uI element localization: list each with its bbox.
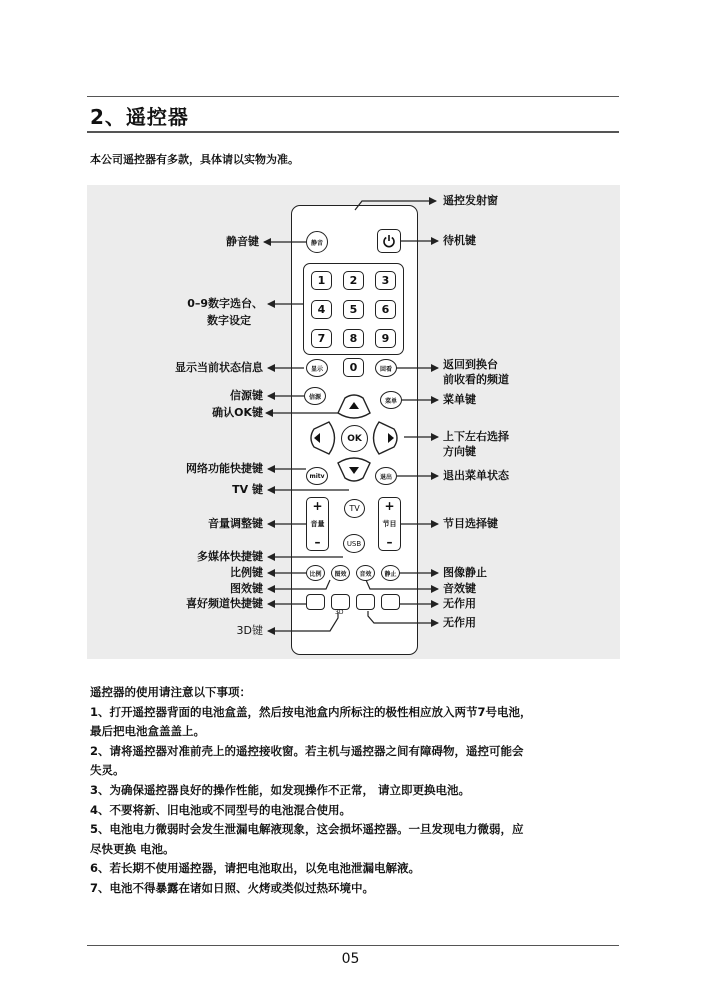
arrow-3d <box>268 612 338 631</box>
note-line: 1、打开遥控器背面的电池盒盖，然后按电池盒内所标注的极性相应放入两节7号电池， <box>90 704 532 719</box>
sound-button[interactable]: 音效 <box>356 565 375 581</box>
label-digits-1: 0–9数字选台、 <box>187 297 263 310</box>
digit-3-button[interactable]: 3 <box>375 271 396 290</box>
freeze-button[interactable]: 静止 <box>381 565 400 581</box>
label-standby: 待机键 <box>443 234 476 247</box>
section-title: 2、遥控器 <box>90 105 189 129</box>
label-exit: 退出菜单状态 <box>443 469 509 482</box>
power-icon <box>382 234 396 248</box>
threed-button[interactable] <box>331 594 350 610</box>
intro-text: 本公司遥控器有多款，具体请以实物为准。 <box>90 153 299 166</box>
ok-button[interactable]: OK <box>341 425 368 452</box>
note-line: 4、不要将新、旧电池或不同型号的电池混合使用。 <box>90 802 351 817</box>
picture-button[interactable]: 图效 <box>331 565 350 581</box>
label-volume: 音量调整键 <box>208 517 263 530</box>
label-sound: 音效键 <box>443 582 476 595</box>
arrow-none2 <box>368 611 438 623</box>
exit-button[interactable]: 退出 <box>375 467 397 485</box>
arrow-picture <box>268 580 330 589</box>
arrow-sound <box>366 580 438 589</box>
digit-2-button[interactable]: 2 <box>343 271 364 290</box>
channel-down[interactable]: – <box>386 535 393 549</box>
footer-rule <box>87 945 619 946</box>
channel-label: 节目 <box>382 520 397 528</box>
ratio-button[interactable]: 比例 <box>306 565 325 581</box>
note-line: 3、为确保遥控器良好的操作性能，如发现操作不正常， 请立即更换电池。 <box>90 782 471 797</box>
note-line: 最后把电池盒盖盖上。 <box>90 724 205 739</box>
label-media: 多媒体快捷键 <box>197 550 263 563</box>
note-line: 7、电池不得暴露在诸如日照、火烤或类似过热环境中。 <box>90 880 374 895</box>
recall-button[interactable]: 回看 <box>375 359 397 377</box>
source-button[interactable]: 信源 <box>304 387 326 405</box>
label-favorite: 喜好频道快捷键 <box>186 597 263 610</box>
label-picture: 图效键 <box>230 582 263 595</box>
digit-4-button[interactable]: 4 <box>311 300 332 319</box>
label-ratio: 比例键 <box>230 566 263 579</box>
label-ir-window: 遥控发射窗 <box>443 194 498 207</box>
label-freeze: 图像静止 <box>443 566 487 579</box>
blank-button-1[interactable] <box>356 594 375 610</box>
label-network: 网络功能快捷键 <box>186 462 263 475</box>
digit-5-button[interactable]: 5 <box>343 300 364 319</box>
digit-7-button[interactable]: 7 <box>311 329 332 348</box>
digit-1-button[interactable]: 1 <box>311 271 332 290</box>
mitv-button[interactable]: mitv <box>306 467 328 485</box>
volume-label: 音量 <box>310 520 325 528</box>
label-menu: 菜单键 <box>443 393 476 406</box>
arrow-ir <box>355 201 436 210</box>
note-line: 失灵。 <box>90 763 125 778</box>
notes-heading: 遥控器的使用请注意以下事项： <box>90 685 251 699</box>
blank-button-2[interactable] <box>381 594 400 610</box>
channel-up[interactable]: + <box>384 499 395 513</box>
power-button[interactable] <box>377 229 401 253</box>
label-mute: 静音键 <box>226 235 259 248</box>
menu-button[interactable]: 菜单 <box>380 391 402 409</box>
favorite-button[interactable] <box>306 594 325 610</box>
mute-button[interactable]: 静音 <box>306 231 328 253</box>
label-none-1: 无作用 <box>443 597 476 610</box>
page-number: 05 <box>341 951 360 967</box>
label-ok: 确认OK键 <box>212 406 263 419</box>
label-recall-2: 前收看的频道 <box>443 373 509 386</box>
digit-8-button[interactable]: 8 <box>343 329 364 348</box>
label-tv: TV 键 <box>232 483 263 496</box>
label-nav-1: 上下左右选择 <box>443 430 509 443</box>
usb-button[interactable]: USB <box>343 534 365 553</box>
label-display: 显示当前状态信息 <box>175 361 263 374</box>
display-button[interactable]: 显示 <box>306 359 328 377</box>
label-digits-2: 数字设定 <box>207 314 251 327</box>
label-recall-1: 返回到换台 <box>443 358 498 371</box>
digit-0-button[interactable]: 0 <box>343 358 364 377</box>
note-line: 2、请将遥控器对准前壳上的遥控接收窗。若主机与遥控器之间有障碍物，遥控可能会 <box>90 743 524 758</box>
threed-button-caption: 3D <box>335 609 344 616</box>
label-none-2: 无作用 <box>443 616 476 629</box>
note-line: 6、若长期不使用遥控器，请把电池取出，以免电池泄漏电解液。 <box>90 861 420 876</box>
digit-9-button[interactable]: 9 <box>375 329 396 348</box>
volume-rocker[interactable] <box>306 497 329 551</box>
label-source: 信源键 <box>230 389 263 402</box>
label-program: 节目选择键 <box>443 517 498 530</box>
note-line: 5、电池电力微弱时会发生泄漏电解液现象，这会损坏遥控器。一旦发现电力微弱，应 <box>90 822 524 837</box>
label-nav-2: 方向键 <box>443 445 476 458</box>
digit-6-button[interactable]: 6 <box>375 300 396 319</box>
volume-down[interactable]: – <box>314 535 321 549</box>
usage-notes <box>90 683 625 899</box>
note-line: 尽快更换 电池。 <box>90 841 175 856</box>
label-3d: 3D键 <box>236 624 263 637</box>
tv-button[interactable]: TV <box>344 499 365 518</box>
volume-up[interactable]: + <box>312 499 323 513</box>
channel-rocker[interactable] <box>378 497 401 551</box>
